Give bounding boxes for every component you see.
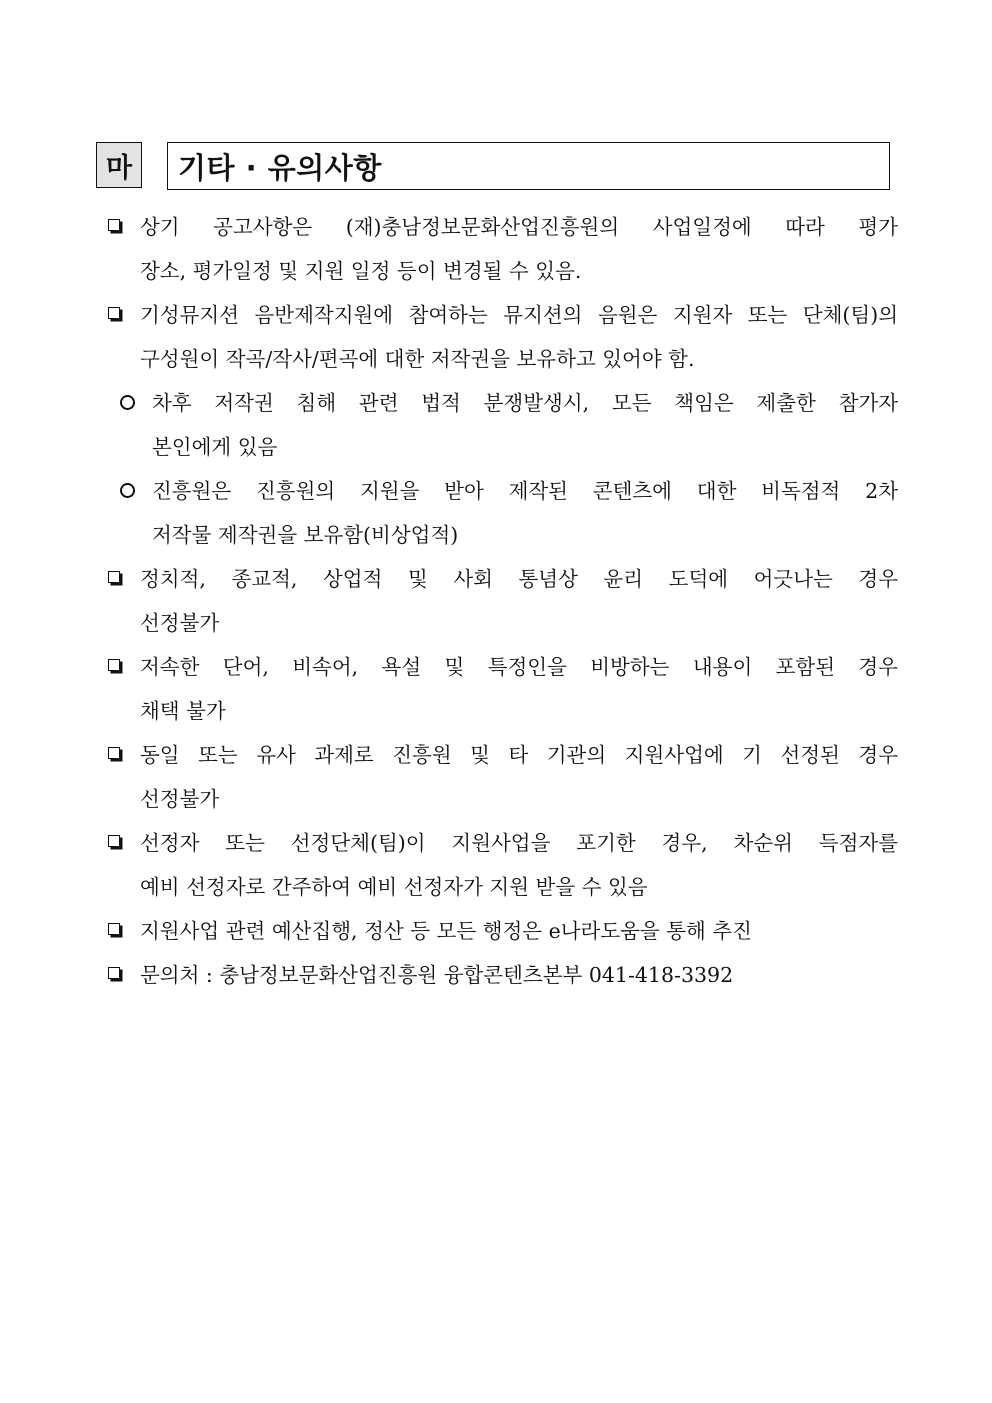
sub-list-item [104, 381, 898, 469]
list-item [104, 205, 898, 293]
list-item-text: 차후 저작권 침해 관련 법적 분쟁발생시, 모든 책임은 제출한 참가자 [152, 391, 898, 415]
list-item [104, 557, 898, 645]
square-bullet-icon [108, 219, 120, 231]
square-bullet-icon [108, 571, 120, 583]
section-title: 기타 · 유의사항 [167, 142, 890, 190]
list-item-text: 장소, 평가일정 및 지원 일정 등이 변경될 수 있음. [140, 259, 582, 283]
square-bullet-icon [108, 835, 120, 847]
list-item [104, 293, 898, 381]
list-item-text: 선정자 또는 선정단체(팀)이 지원사업을 포기한 경우, 차순위 득점자를 [140, 831, 898, 855]
list-item [104, 953, 898, 997]
notice-list [104, 205, 898, 997]
square-bullet-icon [108, 307, 120, 319]
list-item [104, 909, 898, 953]
list-item [104, 733, 898, 821]
circle-bullet-icon [120, 395, 135, 410]
list-item-text: 진흥원은 진흥원의 지원을 받아 제작된 콘텐츠에 대한 비독점적 2차 [152, 479, 898, 503]
list-item-text: 동일 또는 유사 과제로 진흥원 및 타 기관의 지원사업에 기 선정된 경우 [140, 743, 898, 767]
list-item-text: 기성뮤지션 음반제작지원에 참여하는 뮤지션의 음원은 지원자 또는 단체(팀)의 [140, 303, 898, 327]
circle-bullet-icon [120, 483, 135, 498]
square-bullet-icon [108, 923, 120, 935]
section-header [96, 142, 890, 190]
square-bullet-icon [108, 967, 120, 979]
list-item-text: 본인에게 있음 [152, 435, 278, 459]
list-item [104, 645, 898, 733]
list-item-text: 선정불가 [140, 611, 220, 635]
sub-list-item [104, 469, 898, 557]
square-bullet-icon [108, 659, 120, 671]
list-item-text: 예비 선정자로 간주하여 예비 선정자가 지원 받을 수 있음 [140, 875, 648, 899]
list-item-text: 정치적, 종교적, 상업적 및 사회 통념상 윤리 도덕에 어긋나는 경우 [140, 567, 898, 591]
contact-text: 문의처 : 충남정보문화산업진흥원 융합콘텐츠본부 041-418-3392 [140, 963, 734, 987]
list-item-text: 선정불가 [140, 787, 220, 811]
list-item-text: 저작물 제작권을 보유함(비상업적) [152, 523, 459, 547]
list-item-text: 상기 공고사항은 (재)충남정보문화산업진흥원의 사업일정에 따라 평가 [140, 215, 898, 239]
list-item-text: 구성원이 작곡/작사/편곡에 대한 저작권을 보유하고 있어야 함. [140, 347, 695, 371]
list-item-text: 지원사업 관련 예산집행, 정산 등 모든 행정은 e나라도움을 통해 추진 [140, 919, 752, 943]
list-item-text: 채택 불가 [140, 699, 226, 723]
section-badge: 마 [96, 142, 142, 188]
list-item [104, 821, 898, 909]
square-bullet-icon [108, 747, 120, 759]
list-item-text: 저속한 단어, 비속어, 욕설 및 특정인을 비방하는 내용이 포함된 경우 [140, 655, 898, 679]
